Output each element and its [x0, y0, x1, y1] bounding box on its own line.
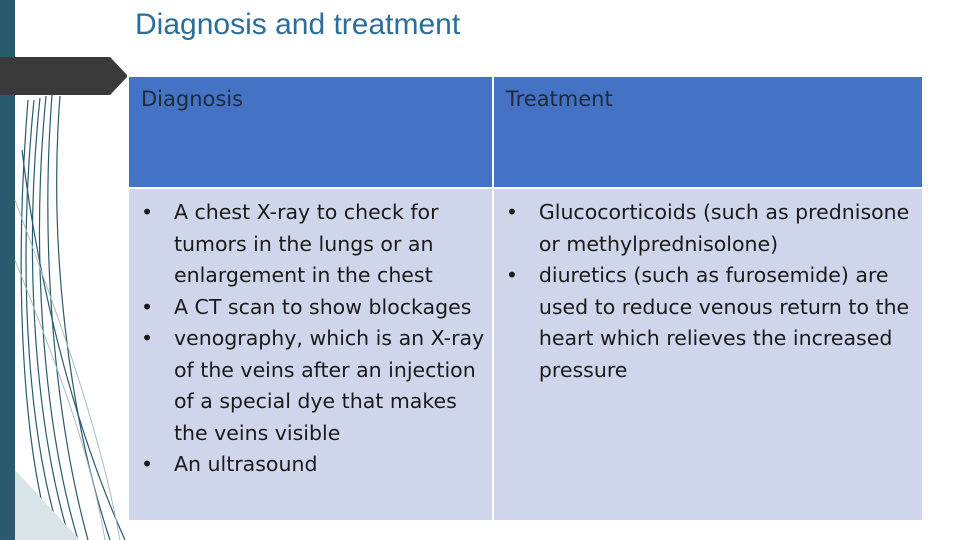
list-item: • diuretics (such as furosemide) are used to reduce venous return to the heart which relieves the increased pressure: [494, 260, 922, 386]
diagnosis-cell: [128, 188, 493, 521]
header-treatment: Treatment: [493, 76, 923, 188]
slide-title: Diagnosis and treatment: [135, 8, 461, 41]
diagnosis-treatment-table: [127, 75, 924, 522]
list-item: • A CT scan to show blockages: [129, 292, 492, 324]
table-header-row: [128, 76, 923, 188]
diagnosis-list: [129, 197, 492, 481]
treatment-list: [494, 197, 922, 386]
list-item: • An ultrasound: [129, 449, 492, 481]
header-diagnosis: Diagnosis: [128, 76, 493, 188]
list-item: • A chest X-ray to check for tumors in the lungs or an enlargement in the chest: [129, 197, 492, 292]
treatment-cell: [493, 188, 923, 521]
table-row: [128, 188, 923, 521]
title-tab: [0, 57, 128, 95]
list-item: • Glucocorticoids (such as prednisone or methylprednisolone): [494, 197, 922, 260]
list-item: • venography, which is an X-ray of the veins after an injection of a special dye that makes the veins visible: [129, 323, 492, 449]
